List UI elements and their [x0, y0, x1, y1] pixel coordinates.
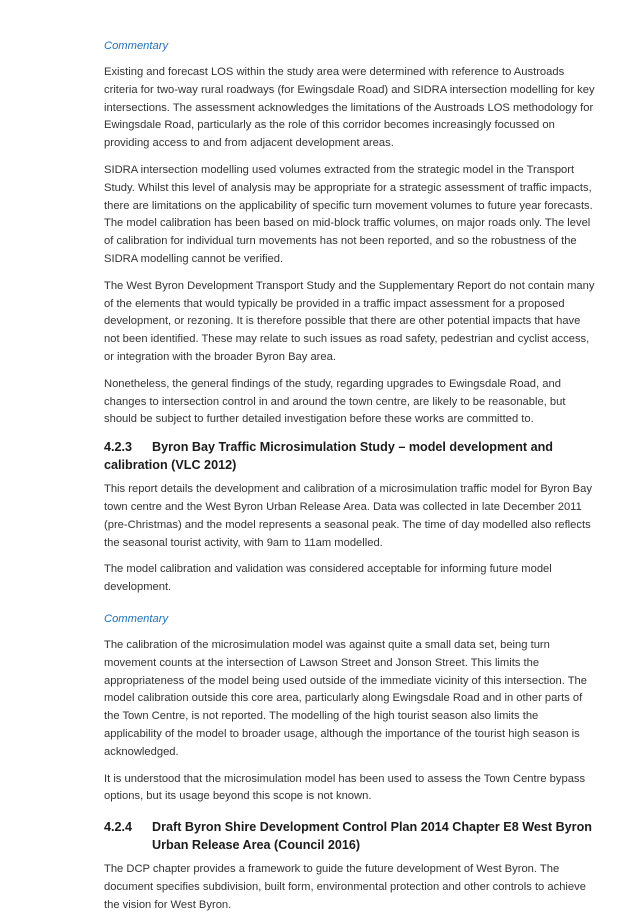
commentary-paragraph: The calibration of the microsimulation model was against quite a small data set, being turn movement counts at the intersection of Lawson Street and Jonson Street. This limits the appropriateness of the model being used outside of the immediate vicinity of this intersection. The model calibration outside this core area, particularly along Ewingsdale Road and in other parts of the Town Centre, is not reported. The modelling of the high tourist season also limits the applicability of the model to broader usage, although the importance of the tourist high season is acknowledged. [104, 638, 587, 758]
section-heading-4-2-3 [104, 438, 599, 474]
commentary-heading: Commentary [104, 40, 169, 52]
commentary-paragraph: The West Byron Development Transport Study and the Supplementary Report do not contain many of the elements that would typically be provided in a traffic impact assessment for a proposed development, or rezoning. It is therefore possible that there are other potential impacts that have not been identified. These may relate to such issues as road safety, pedestrian and cyclist access, or integration with the broader Byron Bay area. [104, 279, 595, 363]
commentary-paragraph: SIDRA intersection modelling used volumes extracted from the strategic model in the Transport Study. Whilst this level of analysis may be appropriate for a strategic assessment of traffic impacts, there are limitations on the applicability of specific turn movement volumes to future year forecasts. The model calibration has been based on mid-block traffic volumes, on major roads only. The level of calibration for individual turn movements has not been reported, and so the robustness of the SIDRA modelling cannot be verified. [104, 163, 593, 265]
section-number: 4.2.3 [104, 440, 133, 455]
section-number: 4.2.4 [104, 820, 133, 835]
document-page [104, 38, 599, 923]
section-heading-4-2-4 [104, 818, 599, 854]
commentary-paragraph: Existing and forecast LOS within the study area were determined with reference to Austroads criteria for two-way rural roadways (for Ewingsdale Road) and SIDRA intersection modelling for key intersections. The assessment acknowledges the limitations of the Austroads LOS methodology for Ewingsdale Road, particularly as the role of this corridor becomes increasingly focussed on providing access to and from adjacent development areas. [104, 66, 595, 150]
body-paragraph: This report details the development and calibration of a microsimulation traffic model for Byron Bay town centre and the West Byron Urban Release Area. Data was collected in late December 2011 (pre-Christmas) and the model represents a seasonal peak. The time of day modelled also reflects the seasonal tourist activity, with 9am to 11am modelled. [104, 483, 592, 549]
section-title: Byron Bay Traffic Microsimulation Study – model development and calibration (VLC 2012) [104, 440, 553, 473]
body-paragraph: The DCP chapter provides a framework to guide the future development of West Byron. The document specifies subdivision, built form, environmental protection and other controls to achieve the vision for West Byron. [104, 863, 586, 911]
commentary-paragraph: Nonetheless, the general findings of the study, regarding upgrades to Ewingsdale Road, and changes to intersection control in and around the town centre, are likely to be reasonable, but should be subject to further detailed investigation before these works are committed to. [104, 377, 566, 426]
commentary-heading: Commentary [104, 612, 169, 625]
commentary-paragraph: It is understood that the microsimulation model has been used to assess the Town Centre bypass options, but its usage beyond this scope is not known. [104, 772, 586, 803]
body-paragraph: The model calibration and validation was considered acceptable for informing future model development. [104, 563, 552, 594]
section-title: Draft Byron Shire Development Control Plan 2014 Chapter E8 West Byron Urban Release Area (Council 2016) [152, 820, 592, 853]
